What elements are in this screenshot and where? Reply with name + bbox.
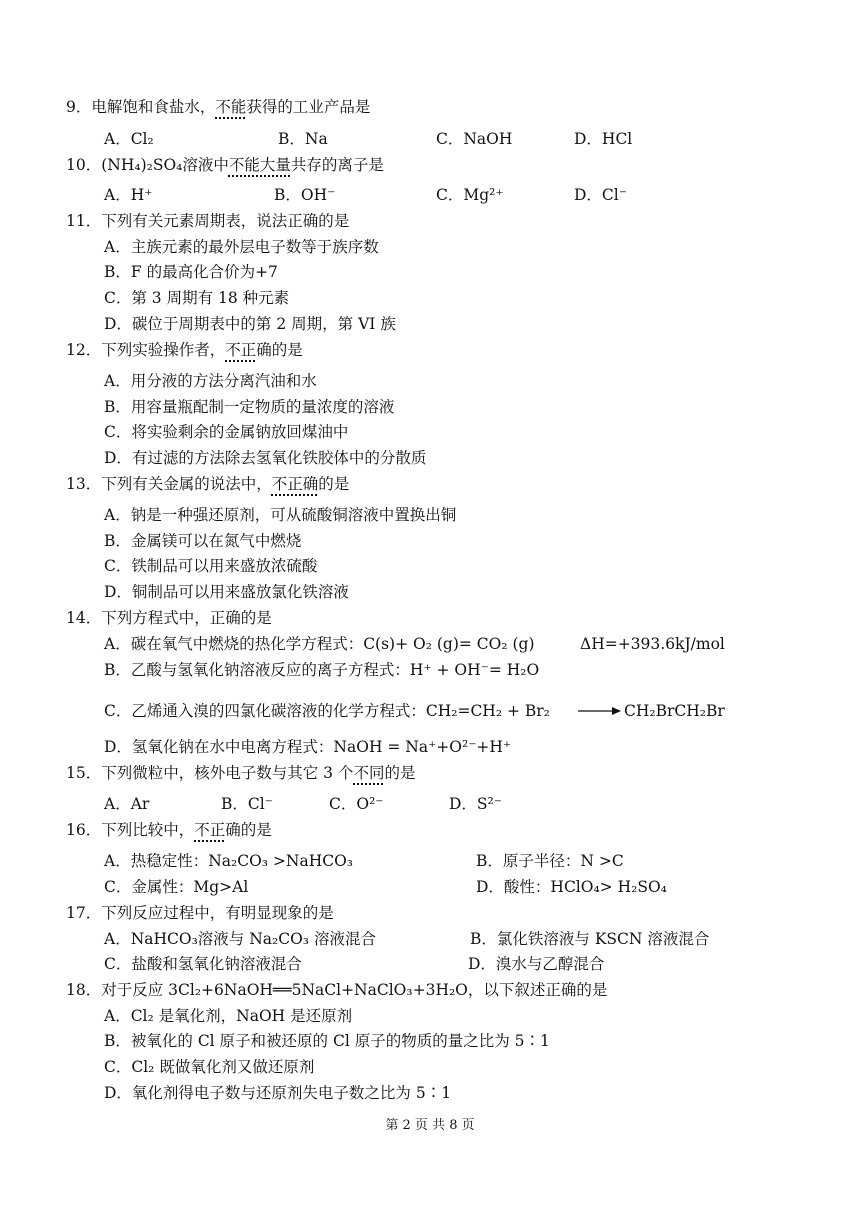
question-17-option-d: D．溴水与乙醇混合: [468, 955, 605, 973]
question-18-option-d: D．氧化剂得电子数与还原剂失电子数之比为 5∶1: [104, 1084, 452, 1102]
emphasis-text: 不能: [215, 98, 247, 116]
question-13-stem: 13．下列有关金属的说法中，不正确的是: [66, 475, 350, 493]
question-17-stem: 17．下列反应过程中，有明显现象的是: [66, 904, 334, 922]
question-14-option-a-enthalpy: ΔH=+393.6kJ/mol: [580, 635, 725, 653]
question-12-option-c: C．将实验剩余的金属钠放回煤油中: [104, 423, 349, 441]
question-11-option-c: C．第 3 周期有 18 种元素: [104, 289, 290, 307]
question-18-option-b: B．被氧化的 Cl 原子和被还原的 Cl 原子的物质的量之比为 5∶1: [104, 1032, 550, 1050]
question-12-option-a: A．用分液的方法分离汽油和水: [104, 372, 317, 390]
question-13-option-b: B．金属镁可以在氮气中燃烧: [104, 532, 302, 550]
question-12-option-b: B．用容量瓶配制一定物质的量浓度的溶液: [104, 398, 395, 416]
question-17-option-b: B．氯化铁溶液与 KSCN 溶液混合: [470, 930, 710, 948]
question-9-option-b: B．Na: [278, 130, 328, 148]
question-18-option-a: A．Cl₂ 是氧化剂，NaOH 是还原剂: [104, 1007, 353, 1025]
question-14-option-c-product: CH₂BrCH₂Br: [624, 702, 725, 720]
question-11-option-d: D．碳位于周期表中的第 2 周期，第 VI 族: [104, 315, 396, 333]
reaction-arrow-icon: [578, 704, 622, 718]
question-12-option-d: D．有过滤的方法除去氢氧化铁胶体中的分散质: [104, 449, 427, 467]
question-10-option-b: B．OH⁻: [274, 186, 336, 204]
question-9-stem: 9．电解饱和食盐水，不能获得的工业产品是: [66, 98, 371, 116]
question-16-stem: 16．下列比较中，不正确的是: [66, 821, 272, 839]
question-10-option-d: D．Cl⁻: [574, 186, 627, 204]
question-10-stem: 10．(NH₄)₂SO₄溶液中不能大量共存的离子是: [66, 156, 384, 174]
question-9-option-a: A．Cl₂: [104, 130, 154, 148]
question-11-option-a: A．主族元素的最外层电子数等于族序数: [104, 238, 379, 256]
question-14-stem: 14．下列方程式中，正确的是: [66, 609, 272, 627]
question-13-option-c: C．铁制品可以用来盛放浓硫酸: [104, 557, 318, 575]
question-13-option-d: D．铜制品可以用来盛放氯化铁溶液: [104, 583, 349, 601]
question-15-option-b: B．Cl⁻: [221, 795, 273, 813]
question-13-option-a: A．钠是一种强还原剂，可从硫酸铜溶液中置换出铜: [104, 506, 457, 524]
question-17-option-c: C．盐酸和氢氧化钠溶液混合: [104, 955, 302, 973]
emphasis-text: 不能大量: [228, 156, 291, 174]
question-18-option-c: C．Cl₂ 既做氧化剂又做还原剂: [104, 1058, 315, 1076]
question-15-option-c: C．O²⁻: [329, 795, 384, 813]
emphasis-text: 不正确: [271, 475, 319, 493]
emphasis-text: 不正: [194, 821, 226, 839]
question-15-stem: 15．下列微粒中，核外电子数与其它 3 个不同的是: [66, 764, 416, 782]
question-10-option-c: C．Mg²⁺: [436, 186, 504, 204]
question-15-option-a: A．Ar: [104, 795, 150, 813]
question-16-option-b: B．原子半径：N >C: [476, 852, 624, 870]
question-16-option-c: C．金属性：Mg>Al: [104, 878, 249, 896]
question-14-option-d: D．氢氧化钠在水中电离方程式：NaOH = Na⁺+O²⁻+H⁺: [104, 738, 512, 756]
question-16-option-d: D．酸性：HClO₄> H₂SO₄: [476, 878, 667, 896]
question-15-option-d: D．S²⁻: [449, 795, 502, 813]
question-14-option-b: B．乙酸与氢氧化钠溶液反应的离子方程式：H⁺ + OH⁻= H₂O: [104, 661, 540, 679]
emphasis-text: 不同: [353, 764, 385, 782]
question-9-option-d: D．HCl: [574, 130, 633, 148]
question-11-stem: 11．下列有关元素周期表，说法正确的是: [66, 212, 350, 230]
page-footer: 第 2 页 共 8 页: [385, 1118, 475, 1133]
emphasis-text: 不正: [225, 341, 257, 359]
question-14-option-c: C．乙烯通入溴的四氯化碳溶液的化学方程式：CH₂=CH₂ + Br₂: [104, 702, 550, 720]
question-9-option-c: C．NaOH: [436, 130, 513, 148]
question-10-option-a: A．H⁺: [104, 186, 153, 204]
question-14-option-a: A．碳在氧气中燃烧的热化学方程式：C(s)+ O₂ (g)= CO₂ (g): [104, 635, 535, 653]
question-18-stem: 18．对于反应 3Cl₂+6NaOH══5NaCl+NaClO₃+3H₂O，以下叙述正确的是: [66, 981, 608, 999]
question-16-option-a: A．热稳定性：Na₂CO₃ >NaHCO₃: [104, 852, 354, 870]
question-17-option-a: A．NaHCO₃溶液与 Na₂CO₃ 溶液混合: [104, 930, 376, 948]
question-12-stem: 12．下列实验操作者，不正确的是: [66, 341, 303, 359]
question-11-option-b: B．F 的最高化合价为+7: [104, 263, 278, 281]
